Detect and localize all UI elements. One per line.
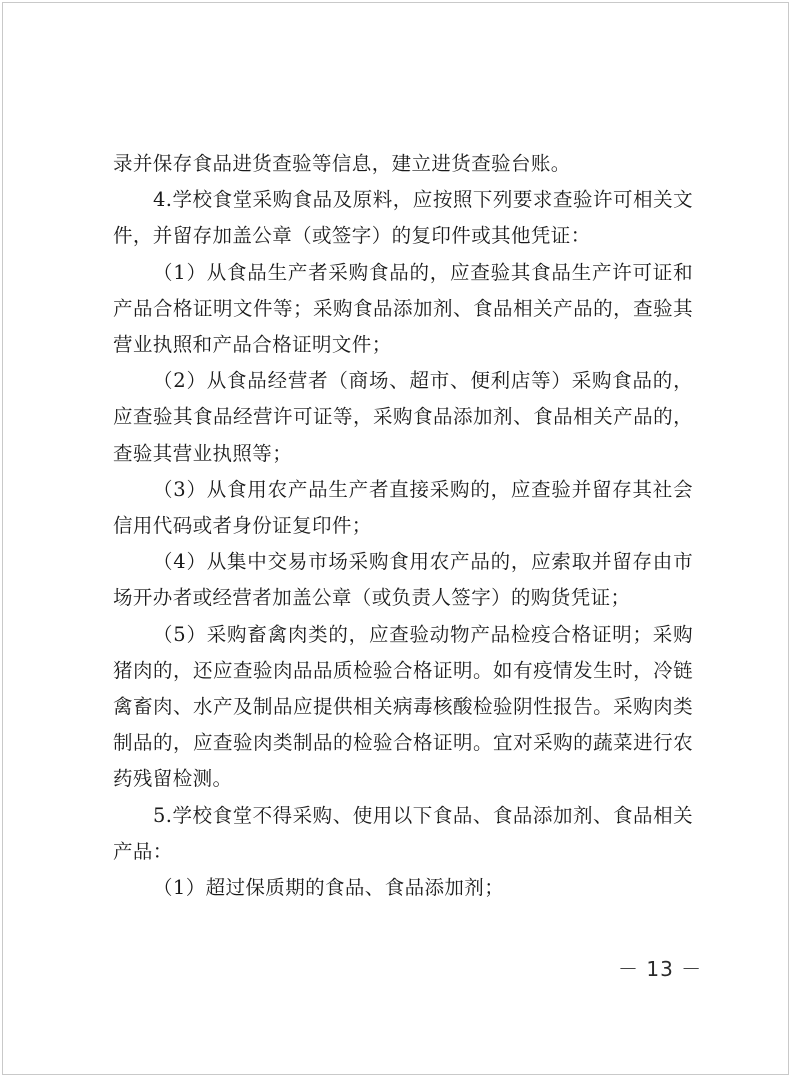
paragraph-3: （1）从食品生产者采购食品的，应查验其食品生产许可证和产品合格证明文件等；采购食品添加剂、食品相关产品的，查验其营业执照和产品合格证明文件；: [113, 260, 693, 357]
document-body: [113, 146, 693, 906]
paragraph-5: （3）从食用农产品生产者直接采购的，应查验并留存其社会信用代码或者身份证复印件；: [113, 477, 693, 538]
page-number: － 13 －: [618, 957, 703, 981]
paragraph-2: 4.学校食堂采购食品及原料，应按照下列要求查验许可相关文件，并留存加盖公章（或签字）的复印件或其他凭证：: [113, 188, 693, 248]
paragraph-4: （2）从食品经营者（商场、超市、便利店等）采购食品的，应查验其食品经营许可证等，采购食品添加剂、食品相关产品的，查验其营业执照等；: [113, 369, 693, 465]
paragraph-1: 录并保存食品进货查验等信息，建立进货查验台账。: [113, 152, 571, 175]
paragraph-8: 5.学校食堂不得采购、使用以下食品、食品添加剂、食品相关产品：: [113, 803, 693, 863]
paragraph-7: （5）采购畜禽肉类的，应查验动物产品检疫合格证明；采购猪肉的，还应查验肉品品质检验合格证明。如有疫情发生时，冷链禽畜肉、水产及制品应提供相关病毒核酸检验阴性报告。采购肉类制品的，应查验肉类制品的检验合格证明。宜对采购的蔬菜进行农药残留检测。: [113, 622, 693, 791]
paragraph-9: （1）超过保质期的食品、食品添加剂；: [153, 876, 505, 900]
paragraph-6: （4）从集中交易市场采购食用农产品的，应索取并留存由市场开办者或经营者加盖公章（或负责人签字）的购货凭证；: [113, 550, 693, 610]
